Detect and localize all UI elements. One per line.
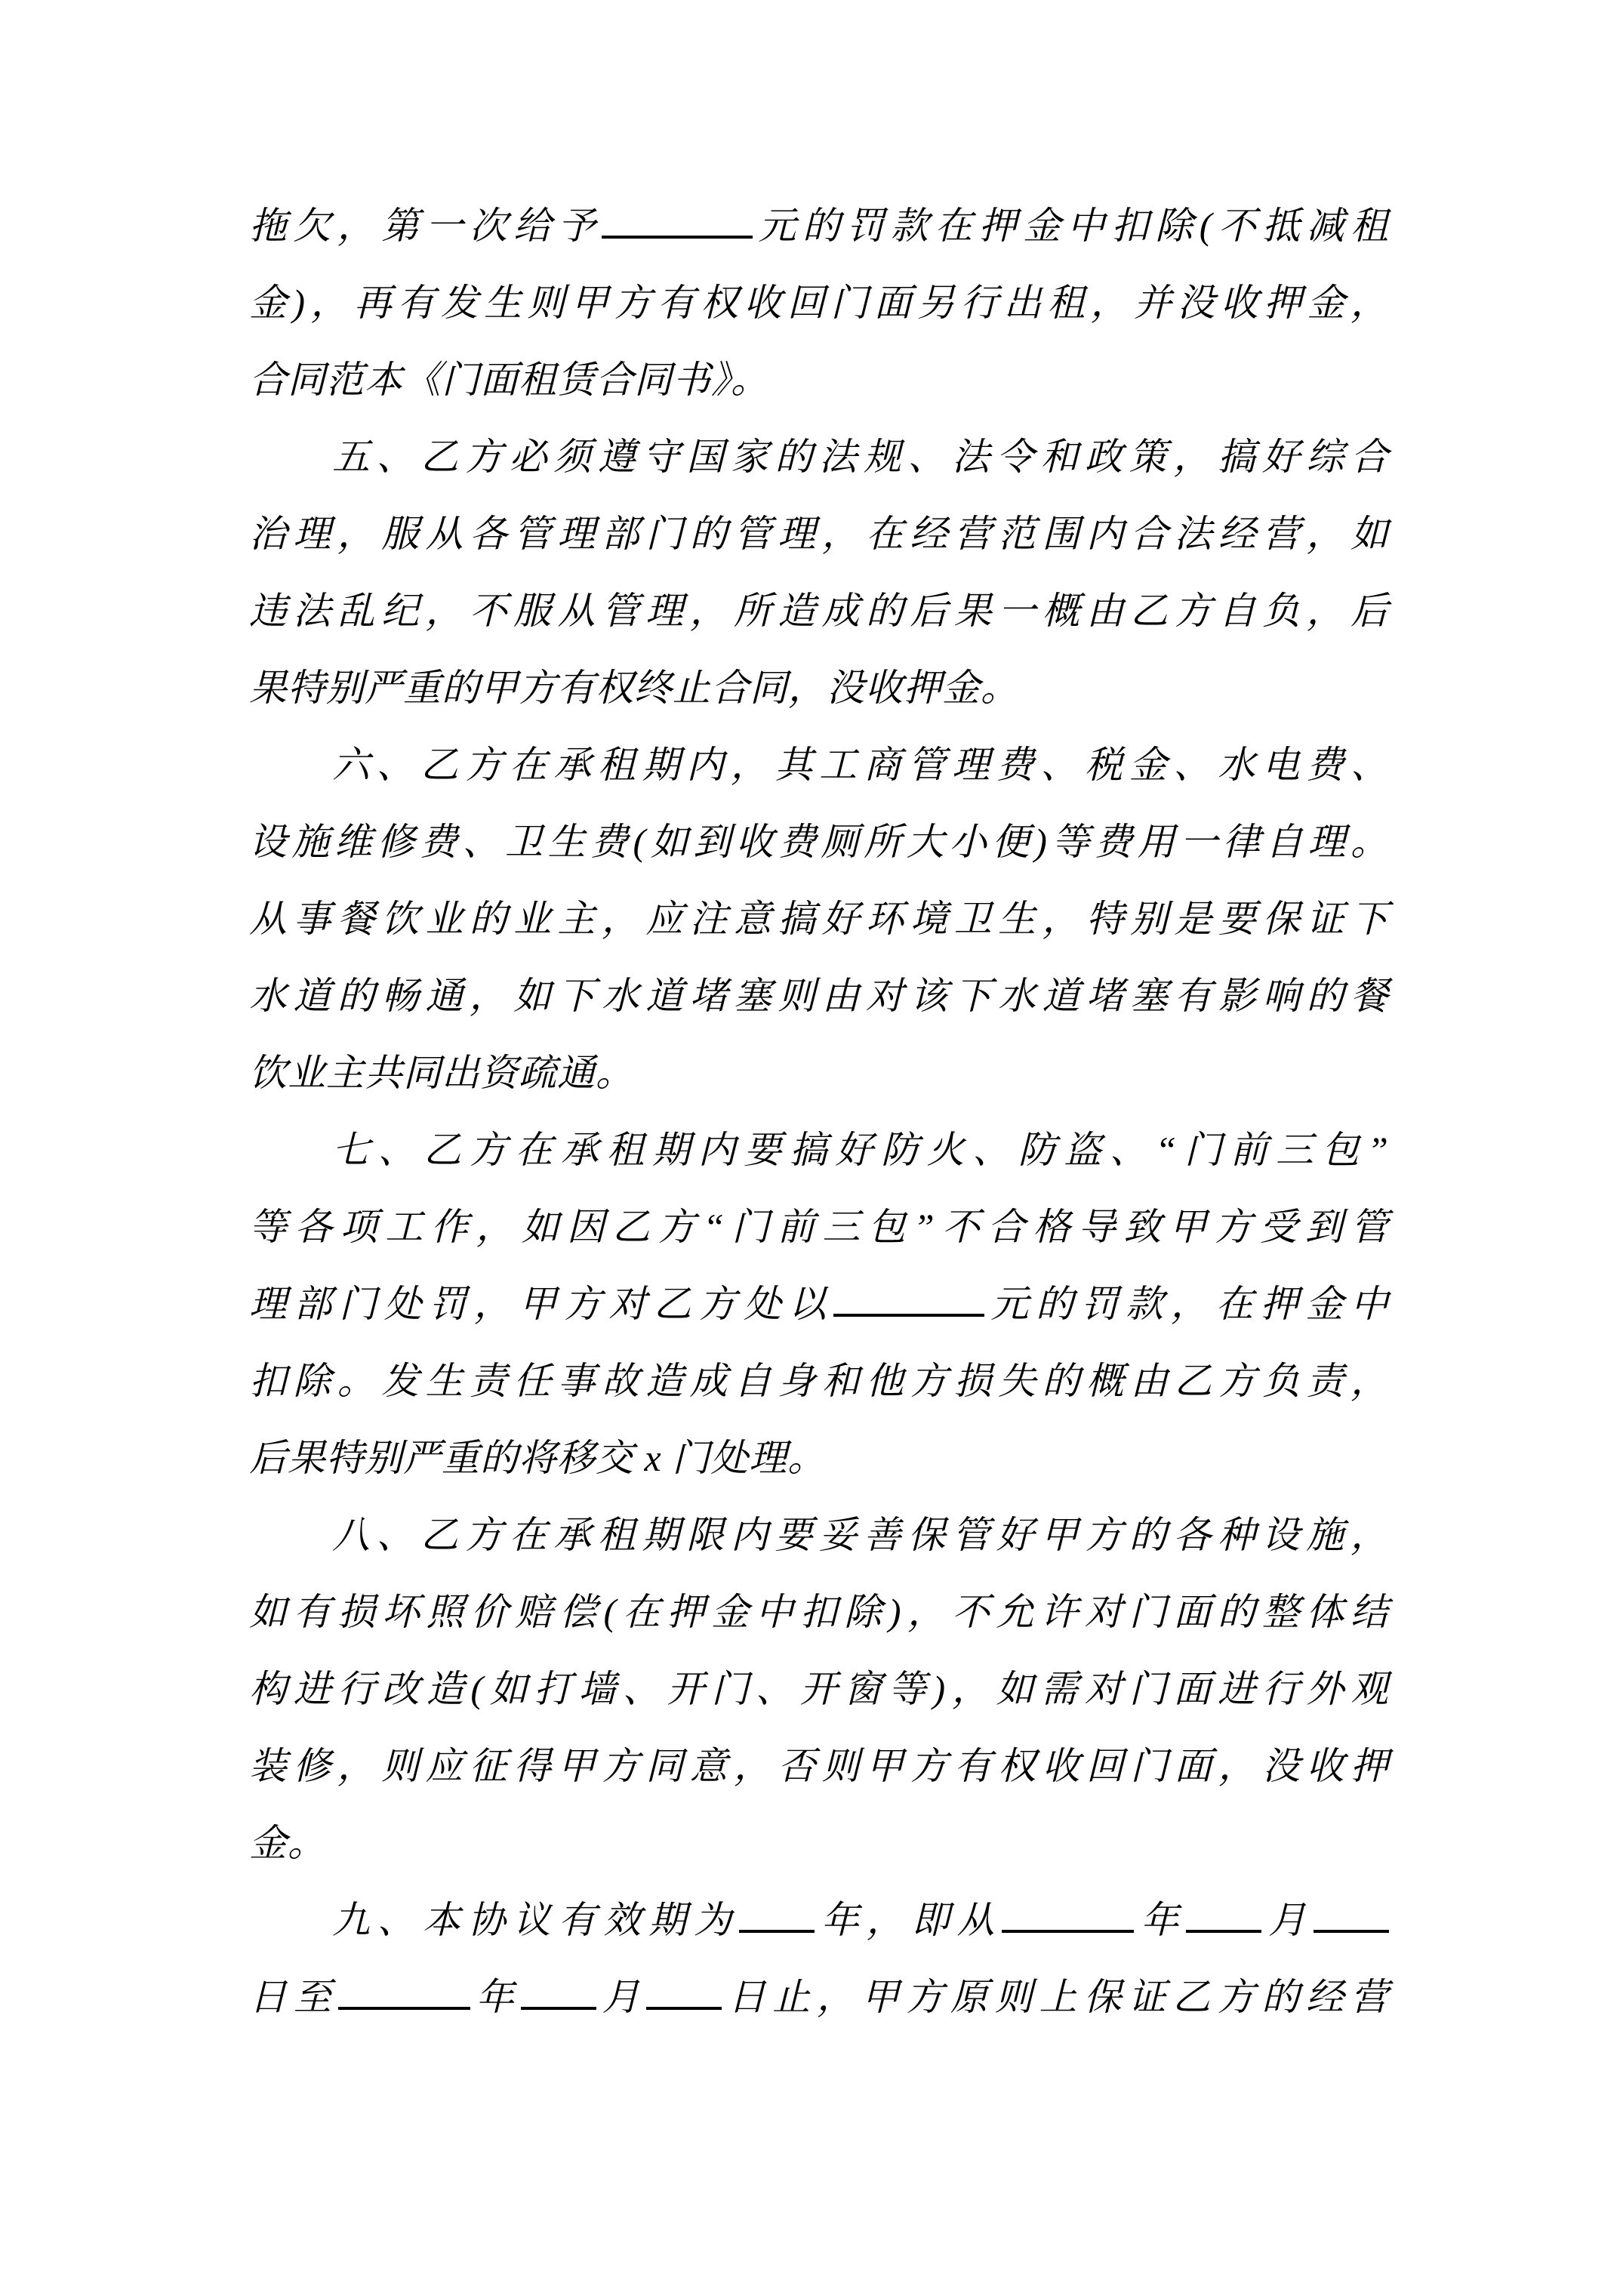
text-line: 八、乙方在承租期限内要妥善保管好甲方的各种设施， xyxy=(332,1514,1389,1556)
fill-in-blank xyxy=(1002,1896,1134,1933)
fill-in-blank xyxy=(739,1896,815,1933)
text-line: 饮业主共同出资疏通。 xyxy=(249,1052,634,1094)
text-line: 七、乙方在承租期内要搞好防火、防盗、“门前三包” xyxy=(332,1129,1389,1171)
text-line: 九、本协议有效期为 年，即从 年 月 xyxy=(249,1881,1389,1959)
contract-text-block xyxy=(249,187,1389,2036)
text-line: 后果特别严重的将移交 x 门处理。 xyxy=(249,1437,827,1479)
text-line: 治理，服从各管理部门的管理，在经营范围内合法经营，如 xyxy=(249,513,1389,555)
text-line: 果特别严重的甲方有权终止合同，没收押金。 xyxy=(249,667,1019,709)
text-line: 从事餐饮业的业主，应注意搞好环境卫生，特别是要保证下 xyxy=(249,898,1389,940)
fill-in-blank xyxy=(1313,1896,1389,1933)
fill-in-blank xyxy=(646,1973,722,2010)
text-line: 五、乙方必须遵守国家的法规、法令和政策，搞好综合 xyxy=(332,436,1389,478)
text-line: 金)，再有发生则甲方有权收回门面另行出租，并没收押金， xyxy=(249,282,1389,324)
fill-in-blank xyxy=(338,1973,470,2010)
text-line: 构进行改造(如打墙、开门、开窗等)，如需对门面进行外观 xyxy=(249,1668,1389,1710)
text-line: 设施维修费、卫生费(如到收费厕所大小便)等费用一律自理。 xyxy=(249,821,1389,863)
text-line: 六、乙方在承租期内，其工商管理费、税金、水电费、 xyxy=(332,744,1389,786)
fill-in-blank xyxy=(833,1280,984,1317)
text-line: 理部门处罚，甲方对乙方处以 元的罚款，在押金中 xyxy=(249,1265,1389,1342)
text-line: 如有损坏照价赔偿(在押金中扣除)，不允许对门面的整体结 xyxy=(249,1591,1389,1633)
fill-in-blank xyxy=(521,1973,596,2010)
fill-in-blank xyxy=(602,202,753,239)
text-line: 水道的畅通，如下水道堵塞则由对该下水道堵塞有影响的餐 xyxy=(249,975,1389,1017)
text-line: 拖欠，第一次给予 元的罚款在押金中扣除(不抵减租 xyxy=(249,187,1389,264)
text-line: 等各项工作，如因乙方“门前三包”不合格导致甲方受到管 xyxy=(249,1206,1389,1248)
text-line: 扣除。发生责任事故造成自身和他方损失的概由乙方负责， xyxy=(249,1360,1389,1402)
text-line: 日至 年 月 日止，甲方原则上保证乙方的经营 xyxy=(249,1959,1389,2036)
text-line: 合同范本《门面租赁合同书》。 xyxy=(249,359,769,401)
text-line: 金。 xyxy=(249,1822,326,1864)
text-line: 违法乱纪，不服从管理，所造成的后果一概由乙方自负，后 xyxy=(249,590,1389,632)
text-line: 装修，则应征得甲方同意，否则甲方有权收回门面，没收押 xyxy=(249,1745,1389,1787)
fill-in-blank xyxy=(1186,1896,1261,1933)
